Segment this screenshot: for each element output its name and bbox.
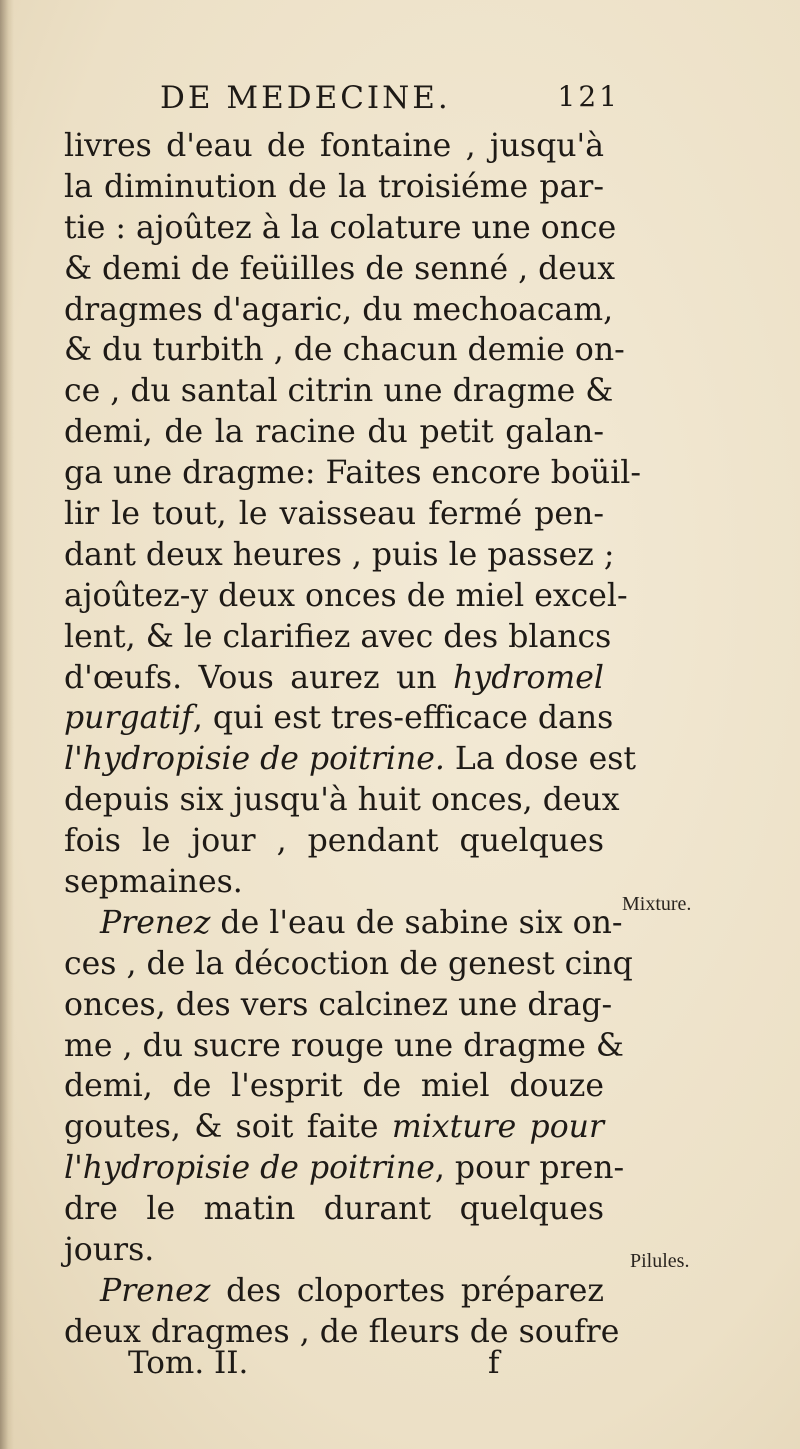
text-segment: fois le jour , pendant quelques xyxy=(64,823,604,860)
text-line xyxy=(64,371,614,412)
text-line xyxy=(64,985,613,1026)
text-segment: de l'eau de sabine six on- xyxy=(210,904,623,941)
text-line xyxy=(64,739,637,780)
text-line xyxy=(64,208,617,249)
text-line xyxy=(64,249,616,290)
text-segment: me , du sucre rouge une dragme & xyxy=(64,1027,624,1064)
text-segment: , qui est tres-efficace dans xyxy=(192,700,614,737)
text-line xyxy=(64,944,633,985)
text-segment: depuis six jusqu'à huit onces, deux xyxy=(64,782,620,819)
text-segment: goutes, & soit faite xyxy=(64,1109,392,1146)
text-line xyxy=(64,330,625,371)
text-segment: dragmes d'agaric, du mechoacam, xyxy=(64,291,614,328)
text-segment: onces, des vers calcinez une drag- xyxy=(64,986,613,1023)
text-segment: ce , du santal citrin une dragme & xyxy=(64,373,614,410)
text-segment: , pour pren- xyxy=(434,1150,625,1187)
margin-note-mixture: Mixture. xyxy=(622,893,692,915)
text-segment: ces , de la décoction de genest cinq xyxy=(64,945,633,982)
text-segment: d'œufs. Vous aurez un xyxy=(64,659,454,696)
text-line xyxy=(64,1026,624,1067)
text-segment: sepmaines. xyxy=(64,864,243,901)
signature-mark: f xyxy=(488,1345,500,1381)
text-line xyxy=(64,1066,604,1107)
text-line xyxy=(64,698,614,739)
text-segment: la diminution de la troisiéme par- xyxy=(64,168,604,205)
volume-mark: Tom. II. xyxy=(128,1345,249,1381)
page-number: 121 xyxy=(557,80,620,113)
text-segment: deux dragmes , de fleurs de soufre xyxy=(64,1313,620,1350)
text-segment: demi, de l'esprit de miel douze xyxy=(64,1068,604,1105)
text-line xyxy=(64,494,604,535)
text-line xyxy=(64,290,614,331)
text-segment: dant deux heures , puis le passez ; xyxy=(64,536,615,573)
text-segment: & du turbith , de chacun demie on- xyxy=(64,332,625,369)
page-footer xyxy=(128,1345,528,1385)
text-line xyxy=(64,1189,604,1230)
text-segment: lir le tout, le vaisseau fermé pen- xyxy=(64,496,604,533)
text-line xyxy=(64,658,604,699)
running-head-title: DE MEDECINE. xyxy=(160,80,451,116)
margin-note-pilules: Pilules. xyxy=(630,1250,690,1272)
italic-phrase: Prenez xyxy=(100,1272,211,1309)
text-segment: ga une dragme: Faites encore boüil- xyxy=(64,455,641,492)
italic-phrase: mixture pour xyxy=(391,1109,604,1146)
page-gutter-shadow xyxy=(0,0,14,1449)
text-segment: dre le matin durant quelques xyxy=(64,1191,604,1228)
text-line xyxy=(64,617,612,658)
text-line xyxy=(64,453,641,494)
text-line xyxy=(64,1148,625,1189)
text-line xyxy=(64,780,620,821)
text-segment: livres d'eau de fontaine , jusqu'à xyxy=(64,128,604,164)
text-segment: & demi de feüilles de senné , deux xyxy=(64,250,616,287)
text-line xyxy=(64,126,604,167)
body-text xyxy=(64,126,641,1353)
text-line xyxy=(64,821,604,862)
text-segment: des cloportes préparez xyxy=(210,1272,604,1309)
italic-phrase: l'hydropisie de poitrine. xyxy=(64,741,445,778)
text-segment: lent, & le clarifiez avec des blancs xyxy=(64,618,612,655)
text-line xyxy=(64,576,628,617)
text-line xyxy=(64,167,604,208)
text-line xyxy=(64,1271,604,1312)
italic-phrase: Prenez xyxy=(100,904,211,941)
text-segment: demi, de la racine du petit galan- xyxy=(64,414,604,451)
italic-phrase: hydromel xyxy=(453,659,604,696)
text-line xyxy=(64,535,615,576)
italic-phrase: l'hydropisie de poitrine xyxy=(64,1150,435,1187)
text-segment: La dose est xyxy=(444,741,637,778)
text-line xyxy=(64,903,623,944)
italic-phrase: purgatif xyxy=(64,700,193,737)
text-line xyxy=(64,1230,604,1271)
running-head xyxy=(160,80,620,120)
text-segment: tie : ajoûtez à la colature une once xyxy=(64,209,617,246)
text-line xyxy=(64,862,604,903)
text-line xyxy=(64,412,604,453)
text-line xyxy=(64,1107,604,1148)
text-segment: jours. xyxy=(64,1232,155,1269)
text-segment: ajoûtez-y deux onces de miel excel- xyxy=(64,577,628,614)
